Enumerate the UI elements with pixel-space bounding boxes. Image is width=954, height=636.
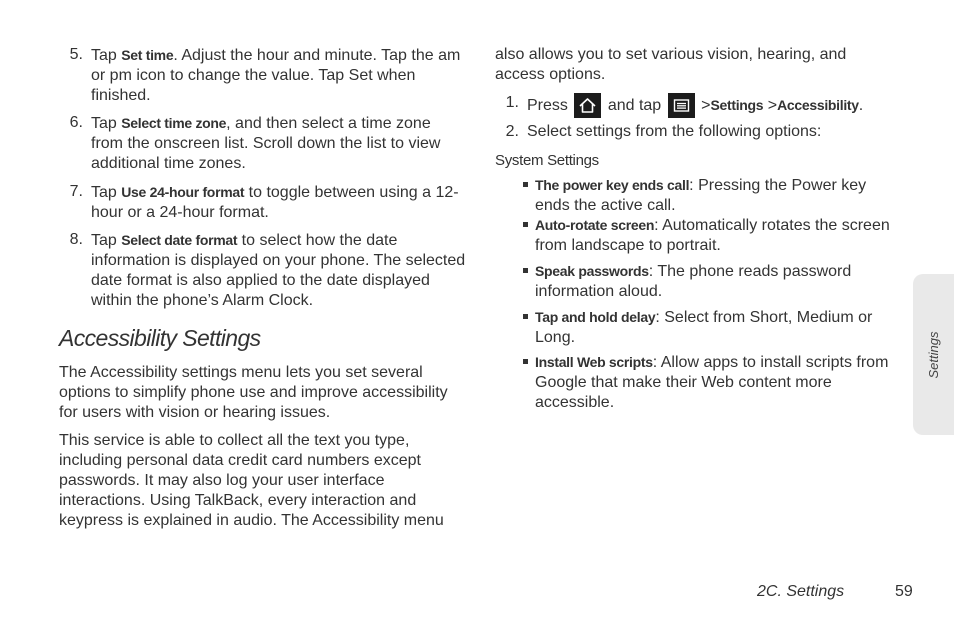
option-description: : Allow apps to install scripts from Google that make their Web content more accessible. <box>535 354 889 411</box>
path-separator: > <box>701 97 711 114</box>
step-text <box>527 93 897 118</box>
step-text <box>91 45 466 106</box>
step-prefix: Tap <box>91 47 122 64</box>
step-suffix: to select how the date information is displayed on your phone. The selected date format is also applied to the date displayed within the phone’s Alarm Clock. <box>91 232 466 309</box>
bullet-marker <box>523 268 528 273</box>
step-prefix: Tap <box>91 184 122 201</box>
press-label: Press <box>527 97 568 114</box>
chapter-side-tab-label: Settings <box>925 331 941 378</box>
option-term: Tap and hold delay <box>535 309 656 325</box>
chapter-side-tab <box>913 274 954 435</box>
step-number: 6. <box>69 114 83 131</box>
bullet-marker <box>523 359 528 364</box>
footer-section-label: 2C. Settings <box>757 583 845 600</box>
step-text <box>91 230 466 311</box>
step-text: Select settings from the following options: <box>527 123 822 140</box>
option-description: : Automatically rotates the screen from landscape to portrait. <box>535 217 890 254</box>
bullet-marker <box>523 182 528 187</box>
menu-icon <box>668 93 695 118</box>
ui-term: Select date format <box>121 232 238 248</box>
option-description: : The phone reads password information aloud. <box>535 263 852 300</box>
step-number: 5. <box>69 46 83 63</box>
step-prefix: Tap <box>91 115 122 132</box>
bullet-text <box>535 307 899 348</box>
step-number: 8. <box>69 231 83 248</box>
ui-term: Set time <box>121 47 174 63</box>
home-icon <box>574 93 601 118</box>
step-number: 1. <box>505 94 519 111</box>
step-text <box>91 113 466 174</box>
step-prefix: Tap <box>91 232 122 249</box>
bullet-text <box>535 261 899 302</box>
subsection-heading: System Settings <box>495 152 599 169</box>
accessibility-term: Accessibility <box>777 97 859 113</box>
option-term: Auto-rotate screen <box>535 217 655 233</box>
ui-term: Use 24-hour format <box>121 184 245 200</box>
option-term: Speak passwords <box>535 263 649 279</box>
bullet-text <box>535 175 899 216</box>
ui-term: Select time zone <box>121 115 227 131</box>
page-number: 59 <box>895 583 913 600</box>
option-term: Install Web scripts <box>535 354 653 370</box>
step-end: . <box>858 97 864 114</box>
step-number: 7. <box>69 183 83 200</box>
privacy-paragraph: This service is able to collect all the text you type, including personal data credit card numbers except passwords. It may also log your user interface interactions. Using TalkBack, every interaction and keypress is explained in audio. The Accessibility menu <box>59 432 444 529</box>
bullet-text <box>535 352 899 413</box>
bullet-marker <box>523 222 528 227</box>
settings-term: Settings <box>710 97 764 113</box>
option-description: : Pressing the Power key ends the active call. <box>535 177 867 214</box>
intro-paragraph: The Accessibility settings menu lets you set several options to simplify phone use and improve accessibility for users with vision or hearing issues. <box>59 364 448 421</box>
bullet-text <box>535 215 899 256</box>
section-heading: Accessibility Settings <box>59 325 261 351</box>
step-text <box>91 182 466 223</box>
step-suffix: , and then select a time zone from the onscreen list. Scroll down the list to view additional time zones. <box>91 115 441 172</box>
step-suffix: . Adjust the hour and minute. Tap the am or pm icon to change the value. Tap Set when finished. <box>91 47 461 104</box>
continued-paragraph: also allows you to set various vision, hearing, and access options. <box>495 46 847 83</box>
bullet-marker <box>523 314 528 319</box>
and-tap-label: and tap <box>607 97 662 114</box>
step-suffix: to toggle between using a 12-hour or a 24-hour format. <box>91 184 459 221</box>
path-separator: > <box>767 97 778 114</box>
option-term: The power key ends call <box>535 177 690 193</box>
step-number: 2. <box>505 123 519 140</box>
option-description: : Select from Short, Medium or Long. <box>535 309 873 346</box>
